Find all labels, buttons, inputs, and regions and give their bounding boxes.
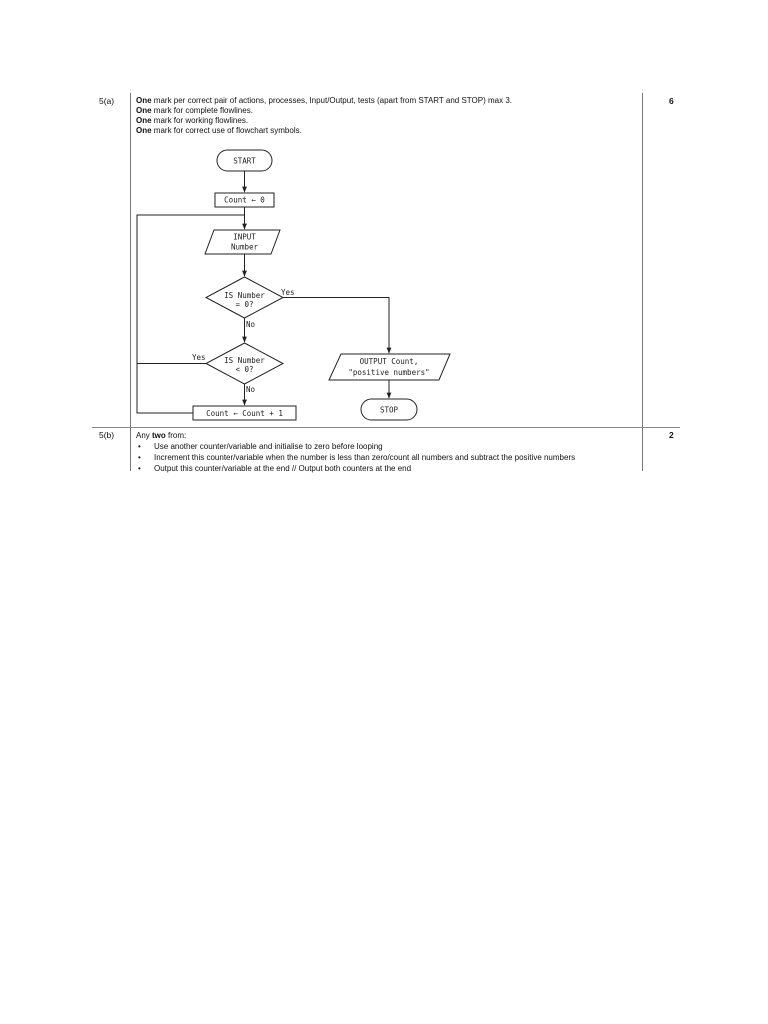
increment-label: Count ← Count + 1 [206,409,283,418]
init-label: Count ← 0 [224,195,265,205]
start-label: START [233,156,256,166]
list-item: • Use another counter/variable and initialise to zero before looping [136,441,575,452]
column-divider-right [642,93,643,471]
list-item: • Increment this counter/variable when the number is less than zero/count all numbers and subtract the positive numbers [136,452,575,463]
list-item: • Output this counter/variable at the end // Output both counters at the end [136,463,575,474]
question-number-5b: 5(b) [99,430,115,440]
marks-5b: 2 [669,430,674,440]
marks-5a: 6 [669,96,674,106]
input-label-line2: Number [230,242,259,252]
answer-intro: Any two from: [136,431,187,440]
yes-label-2: Yes [192,353,206,362]
decision1-line1: IS Number [224,291,265,300]
stop-label: STOP [379,405,399,415]
answer-points [136,441,575,474]
output-label-line2: "positive numbers" [348,368,430,377]
marking-criteria [136,96,512,136]
criteria-line: One mark for complete flowlines. [136,106,253,115]
criteria-line: One mark for working flowlines. [136,116,249,125]
criteria-line: One mark per correct pair of actions, processes, Input/Output, tests (apart from START and STOP) max 3. [136,96,512,105]
decision1-line2: = 0? [235,300,254,309]
question-number-5a: 5(a) [99,96,115,106]
flowchart [130,142,460,424]
row-divider [92,427,680,428]
decision2-line1: IS Number [224,356,265,365]
yes-label-1: Yes [281,288,295,297]
yes-flowline [283,298,389,354]
decision2-line2: < 0? [235,365,254,374]
input-label-line1: INPUT [233,232,256,242]
criteria-line: One mark for correct use of flowchart symbols. [136,126,302,135]
no-label-1: No [246,320,256,329]
output-label-line1: OUTPUT Count, [359,357,419,366]
no-label-2: No [246,385,256,394]
